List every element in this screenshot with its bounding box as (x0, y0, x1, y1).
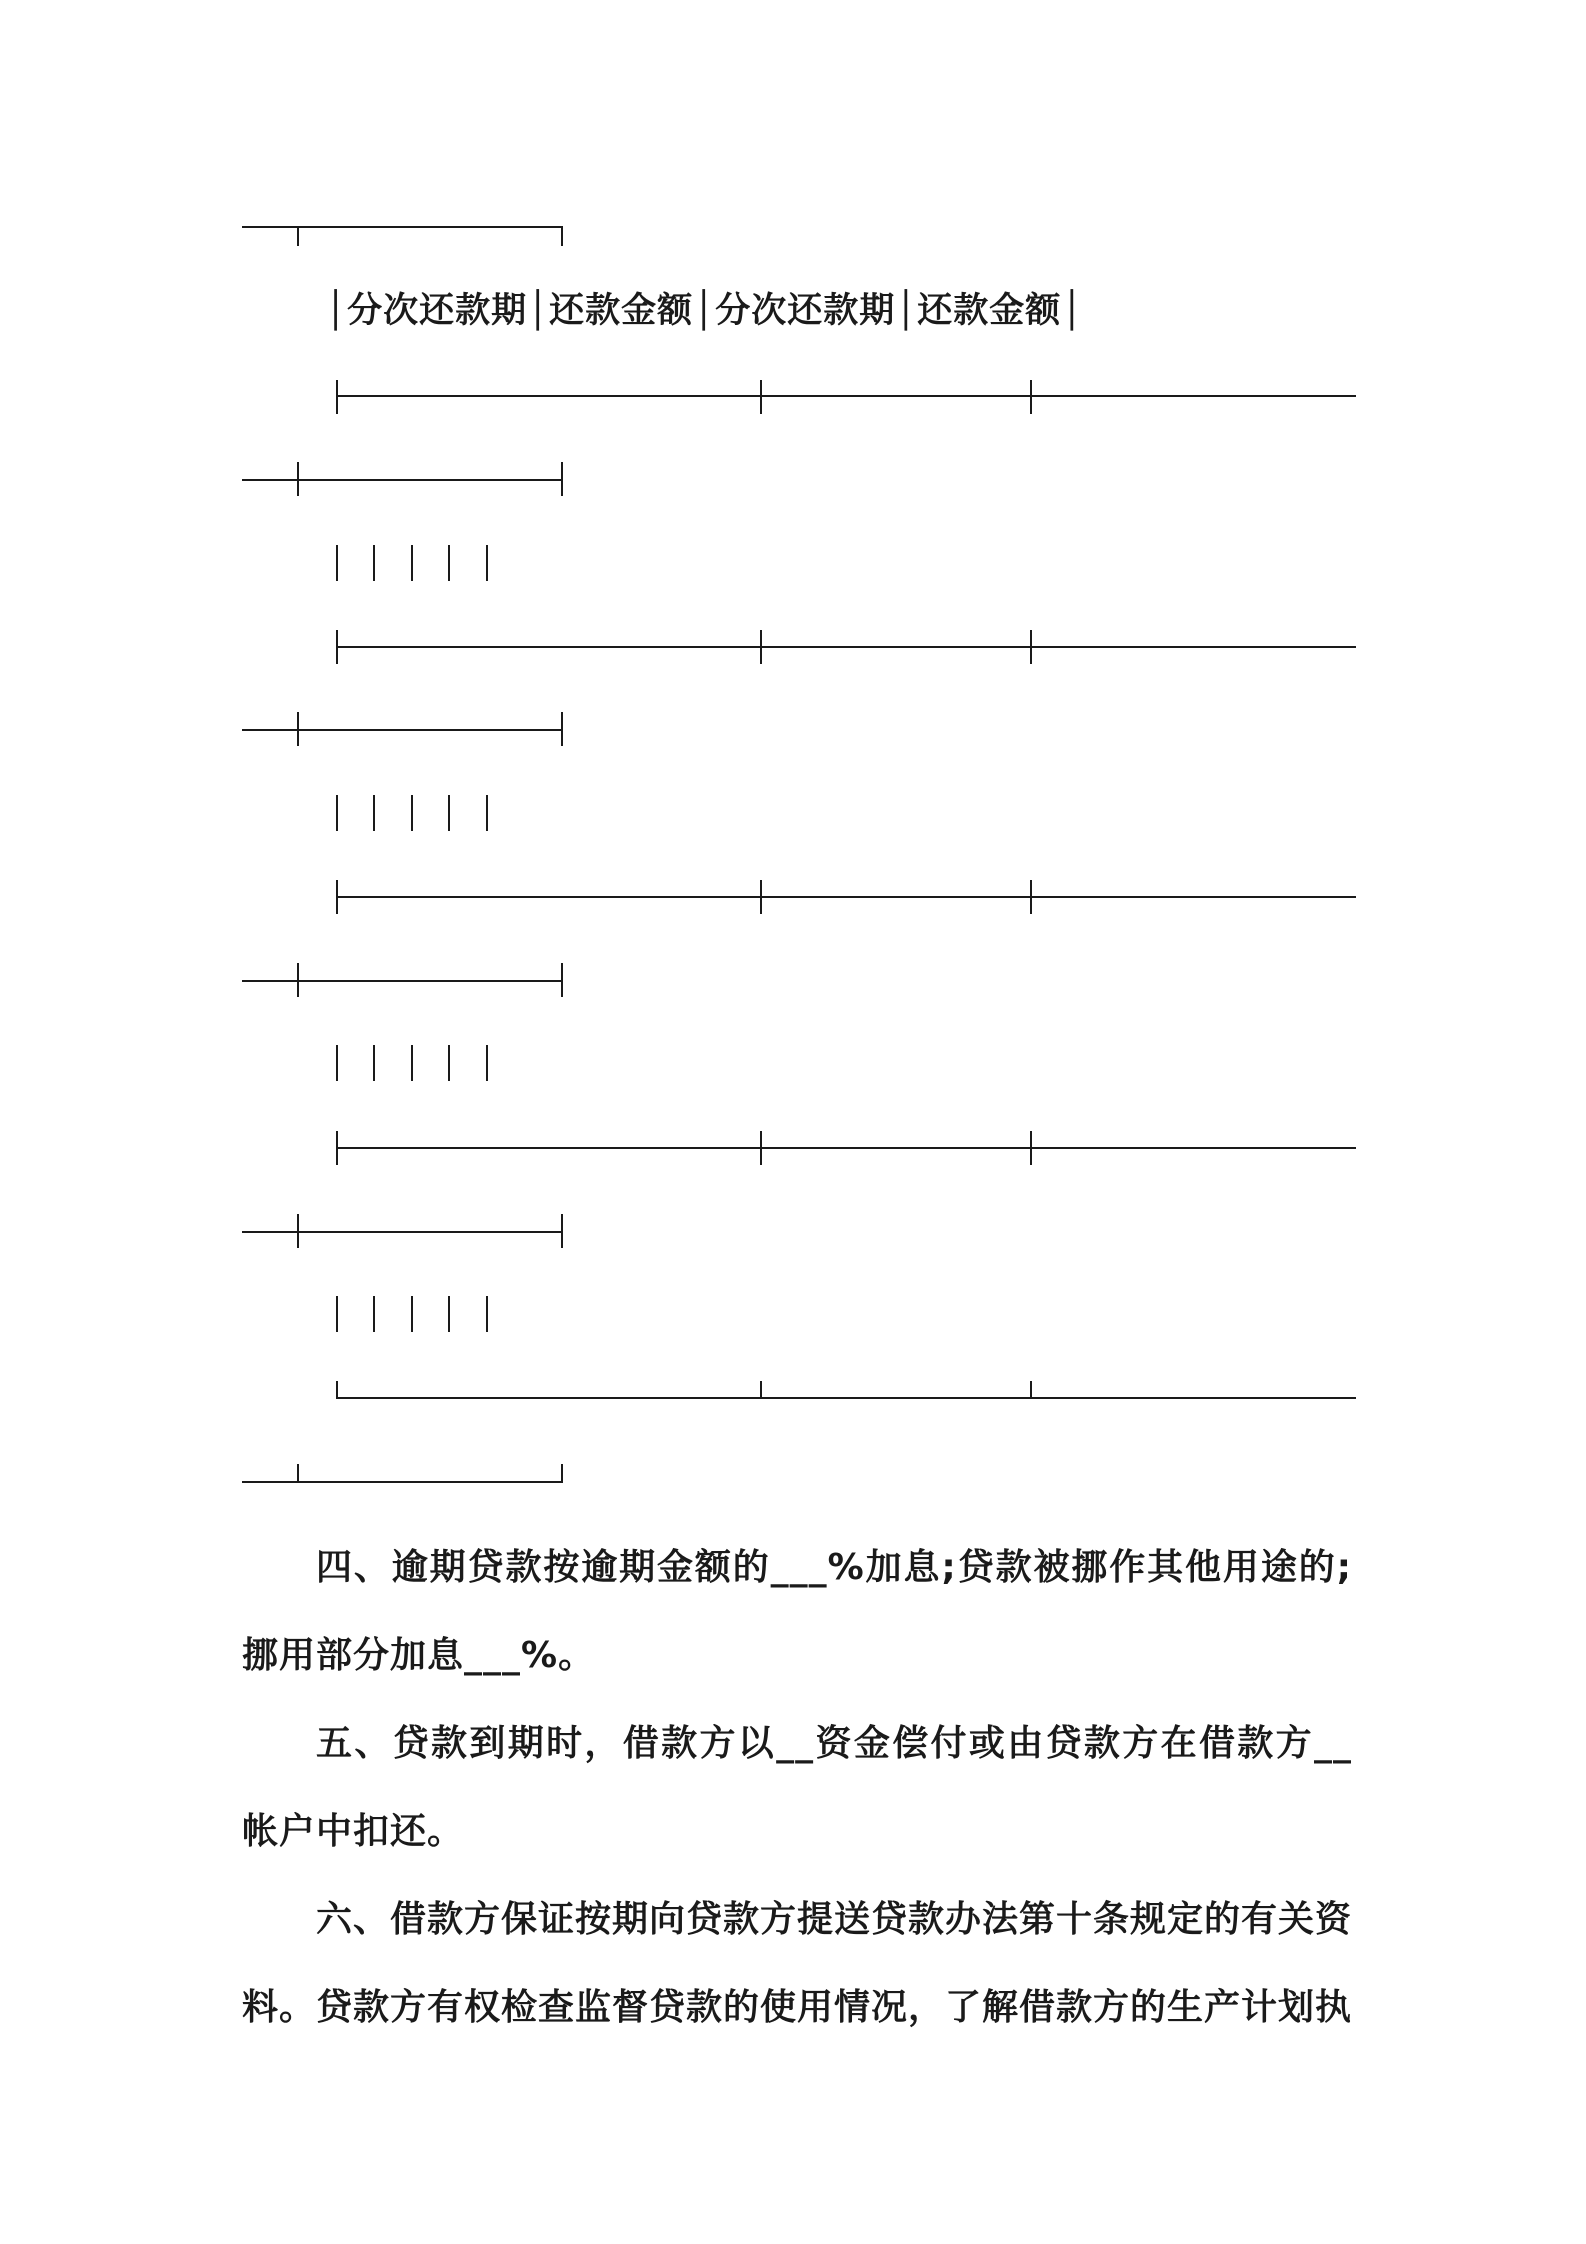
clause-six: 六、借款方保证按期向贷款方提送贷款办法第十条规定的有关资料。贷款方有权检查监督贷款的使用情况，了解借款方的生产计划执 (242, 1899, 1353, 2028)
table-line (411, 1296, 413, 1332)
table-line (411, 545, 413, 581)
table-line (486, 545, 488, 581)
table-line (336, 1381, 338, 1399)
table-line (1030, 1131, 1032, 1165)
table-line (297, 1214, 299, 1248)
table-line (336, 1131, 338, 1165)
table-line (448, 1296, 450, 1332)
table-line (486, 1296, 488, 1332)
table-line (336, 380, 338, 414)
table-line (297, 712, 299, 746)
table-line (448, 795, 450, 831)
table-line (336, 1397, 1356, 1399)
table-line (336, 1045, 338, 1081)
table-line (448, 1045, 450, 1081)
table-line (411, 795, 413, 831)
table-line (373, 795, 375, 831)
table-line (242, 1231, 562, 1233)
table-line (760, 880, 762, 914)
table-line (242, 1481, 562, 1483)
table-line (760, 380, 762, 414)
table-header-row: │分次还款期│还款金额│分次还款期│还款金额│ (325, 291, 1084, 331)
table-line (760, 1131, 762, 1165)
table-line (486, 795, 488, 831)
table-line (297, 1464, 299, 1483)
table-line (561, 462, 563, 496)
table-line (336, 395, 1356, 397)
table-line (1030, 880, 1032, 914)
table-line (297, 226, 299, 246)
table-line (1030, 1381, 1032, 1399)
table-line (242, 226, 562, 228)
table-line (336, 1296, 338, 1332)
table-line (336, 1147, 1356, 1149)
table-line (561, 963, 563, 997)
table-line (336, 545, 338, 581)
table-line (561, 1464, 563, 1483)
table-line (561, 712, 563, 746)
table-line (561, 1214, 563, 1248)
table-line (242, 479, 562, 481)
table-line (373, 545, 375, 581)
table-line (486, 1045, 488, 1081)
table-line (297, 963, 299, 997)
table-line (242, 980, 562, 982)
clause-five: 五、贷款到期时，借款方以__资金偿付或由贷款方在借款方__帐户中扣还。 (242, 1723, 1352, 1852)
table-line (373, 1296, 375, 1332)
table-line (760, 630, 762, 664)
table-line (242, 729, 562, 731)
table-line (297, 462, 299, 496)
table-line (336, 880, 338, 914)
table-line (336, 795, 338, 831)
table-line (336, 896, 1356, 898)
table-line (373, 1045, 375, 1081)
table-line (336, 630, 338, 664)
table-line (411, 1045, 413, 1081)
table-line (336, 646, 1356, 648)
table-line (561, 226, 563, 246)
table-line (1030, 630, 1032, 664)
clause-four: 四、逾期贷款按逾期金额的___%加息;贷款被挪作其他用途的;挪用部分加息___%。 (242, 1547, 1352, 1676)
table-line (448, 545, 450, 581)
table-line (1030, 380, 1032, 414)
table-line (760, 1381, 762, 1399)
